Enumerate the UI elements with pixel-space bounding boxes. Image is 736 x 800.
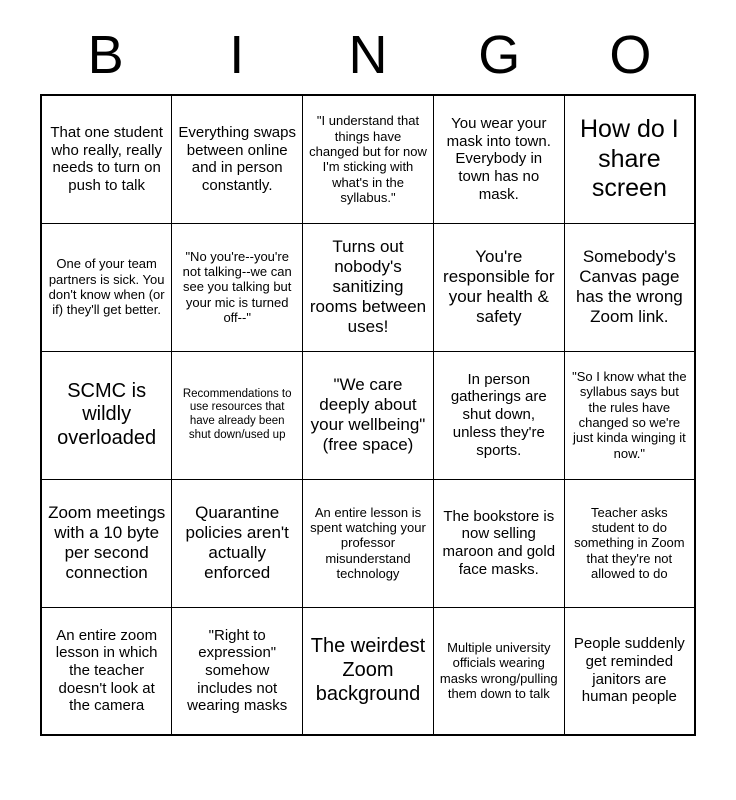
bingo-cell-text: "Right to expression" somehow includes not wearing masks <box>187 626 288 715</box>
bingo-cell[interactable] <box>564 95 695 223</box>
bingo-cell-text: Teacher asks student to do something in Zoom that they're not allowed to do <box>574 504 685 581</box>
bingo-cell[interactable] <box>41 95 172 223</box>
bingo-cell-text: Multiple university officials wearing masks wrong/pulling them down to talk <box>439 640 558 702</box>
bingo-cell-free-space[interactable] <box>303 351 434 479</box>
bingo-cell-text: An entire lesson is spent watching your professor misunderstand technology <box>310 504 426 581</box>
bingo-cell[interactable] <box>172 479 303 607</box>
bingo-cell-text: Somebody's Canvas page has the wrong Zoom link. <box>575 246 683 327</box>
bingo-cell[interactable] <box>303 479 434 607</box>
header-letter-o: O <box>609 25 652 85</box>
bingo-cell-text: "I understand that things have changed but for now I'm sticking with what's in the syllabus." <box>309 113 427 205</box>
bingo-cell[interactable] <box>41 223 172 351</box>
bingo-cell-text: "So I know what the syllabus says but the rules have changed so we're just kinda winging it now." <box>572 369 687 461</box>
bingo-cell-text: Turns out nobody's sanitizing rooms between uses! <box>309 236 427 337</box>
bingo-cell-text: How do I share screen <box>580 115 679 202</box>
bingo-row <box>41 95 695 223</box>
bingo-cell[interactable] <box>433 479 564 607</box>
bingo-cell[interactable] <box>303 223 434 351</box>
bingo-cell[interactable] <box>41 351 172 479</box>
bingo-cell-text: That one student who really, really needs to turn on push to talk <box>50 123 163 194</box>
bingo-cell-text: The bookstore is now selling maroon and gold face masks. <box>442 507 556 578</box>
bingo-cell-text: You're responsible for your health & safety <box>443 246 555 327</box>
bingo-cell[interactable] <box>433 607 564 735</box>
bingo-cell[interactable] <box>564 479 695 607</box>
header-letter-g: G <box>478 25 521 85</box>
bingo-cell[interactable] <box>41 479 172 607</box>
bingo-cell[interactable] <box>564 223 695 351</box>
bingo-cell-text: People suddenly get reminded janitors are human people <box>573 635 685 706</box>
bingo-cell[interactable] <box>433 351 564 479</box>
bingo-cell[interactable] <box>172 223 303 351</box>
bingo-cell[interactable] <box>433 95 564 223</box>
bingo-cell-text: Everything swaps between online and in person constantly. <box>178 123 296 194</box>
bingo-cell[interactable] <box>303 607 434 735</box>
bingo-header <box>40 0 696 94</box>
bingo-cell[interactable] <box>564 607 695 735</box>
bingo-cell-text: In person gatherings are shut down, unless they're sports. <box>450 370 547 459</box>
bingo-cell-text: "We care deeply about your wellbeing" (free space) <box>310 374 426 455</box>
bingo-cell[interactable] <box>172 95 303 223</box>
bingo-cell-text: "No you're--you're not talking--we can see you talking but your mic is turned off--" <box>182 248 292 325</box>
bingo-cell[interactable] <box>41 607 172 735</box>
bingo-cell[interactable] <box>564 351 695 479</box>
bingo-cell-text: The weirdest Zoom background <box>310 635 426 705</box>
bingo-cell[interactable] <box>433 223 564 351</box>
header-letter-b: B <box>87 25 124 85</box>
header-letter-i: I <box>229 25 245 85</box>
bingo-cell-text: Recommendations to use resources that have already been shut down/used up <box>182 387 292 441</box>
bingo-row <box>41 223 695 351</box>
bingo-row <box>41 479 695 607</box>
bingo-cell[interactable] <box>172 607 303 735</box>
bingo-cell-text: SCMC is wildly overloaded <box>57 379 157 449</box>
bingo-cell[interactable] <box>303 95 434 223</box>
bingo-grid <box>40 94 696 736</box>
header-letter-n: N <box>348 25 388 85</box>
bingo-cell[interactable] <box>172 351 303 479</box>
bingo-cell-text: One of your team partners is sick. You don't know when (or if) they'll get better. <box>48 256 165 318</box>
bingo-cell-text: Quarantine policies aren't actually enforced <box>185 502 289 583</box>
bingo-cell-text: You wear your mask into town. Everybody in town has no mask. <box>446 115 551 203</box>
bingo-row <box>41 607 695 735</box>
bingo-row <box>41 351 695 479</box>
bingo-cell-text: Zoom meetings with a 10 byte per second connection <box>48 502 166 583</box>
bingo-cell-text: An entire zoom lesson in which the teacher doesn't look at the camera <box>55 626 158 715</box>
